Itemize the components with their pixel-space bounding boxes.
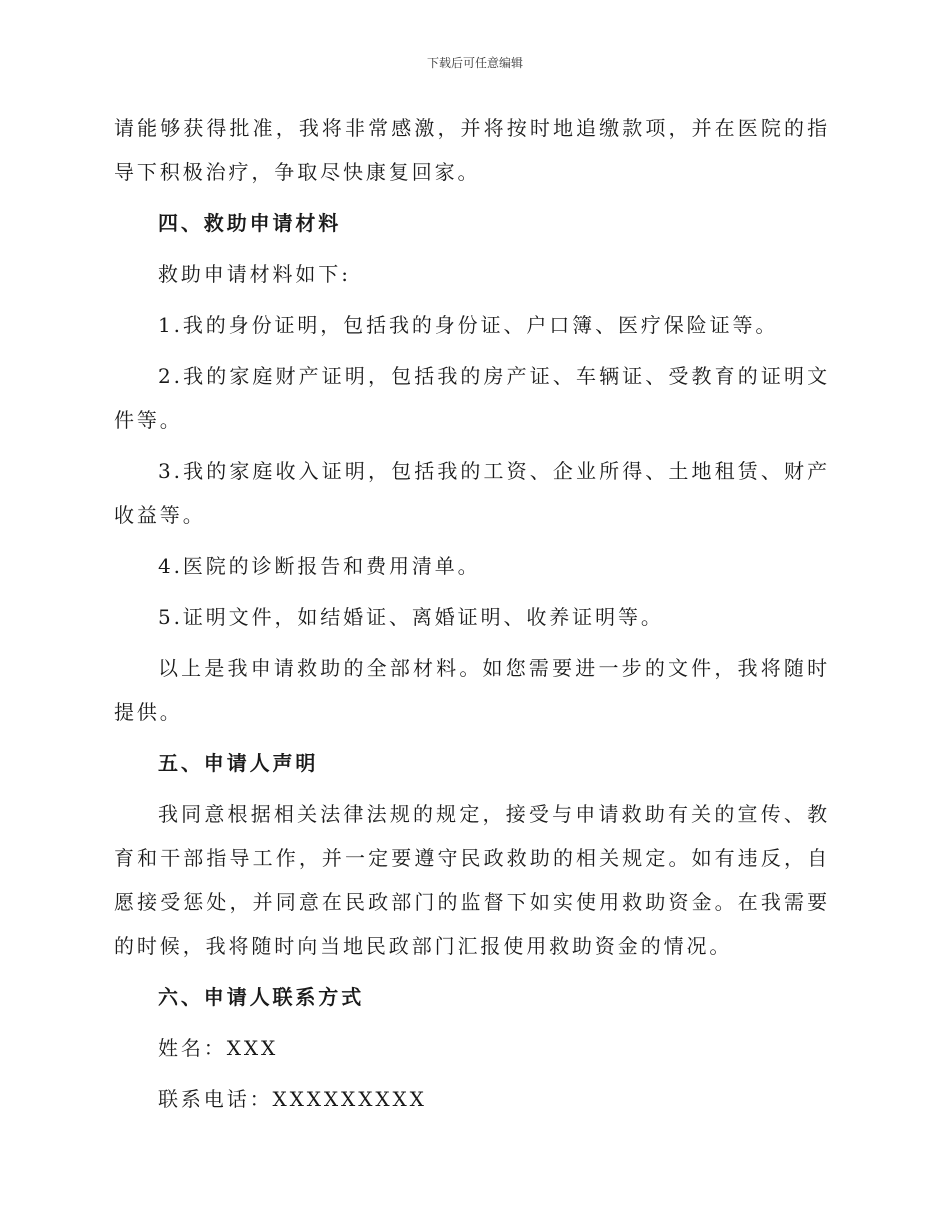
section-4-closing: 以上是我申请救助的全部材料。如您需要进一步的文件，我将随时提供。 — [114, 656, 830, 724]
material-item-3: 3.我的家庭收入证明，包括我的工资、企业所得、土地租赁、财产收益等。 — [114, 459, 830, 527]
section-4-lead: 救助申请材料如下: — [158, 262, 351, 286]
contact-phone: 联系电话：XXXXXXXXX — [158, 1087, 427, 1111]
material-item-2: 2.我的家庭财产证明，包括我的房产证、车辆证、受教育的证明文件等。 — [114, 364, 830, 432]
document-body — [114, 106, 830, 1128]
page-header: 下载后可任意编辑 — [426, 56, 523, 70]
declaration-paragraph: 我同意根据相关法律法规的规定，接受与申请救助有关的宣传、教育和干部指导工作，并一定要遵守民政救助的相关规定。如有违反，自愿接受惩处，并同意在民政部门的监督下如实使用救助资金。在我需要的时候，我将随时向当地民政部门汇报使用救助资金的情况。 — [114, 802, 830, 958]
section-6-heading: 六、申请人联系方式 — [158, 985, 365, 1009]
section-5-heading: 五、申请人声明 — [158, 751, 319, 775]
intro-continuation-paragraph: 请能够获得批准，我将非常感激，并将按时地追缴款项，并在医院的指导下积极治疗，争取尽快康复回家。 — [114, 116, 830, 184]
material-item-5: 5.证明文件，如结婚证、离婚证明、收养证明等。 — [158, 605, 664, 629]
section-4-heading: 四、救助申请材料 — [158, 211, 342, 235]
contact-name: 姓名：XXX — [158, 1036, 279, 1060]
material-item-4: 4.医院的诊断报告和费用清单。 — [158, 554, 481, 578]
material-item-1: 1.我的身份证明，包括我的身份证、户口簿、医疗保险证等。 — [158, 313, 779, 337]
